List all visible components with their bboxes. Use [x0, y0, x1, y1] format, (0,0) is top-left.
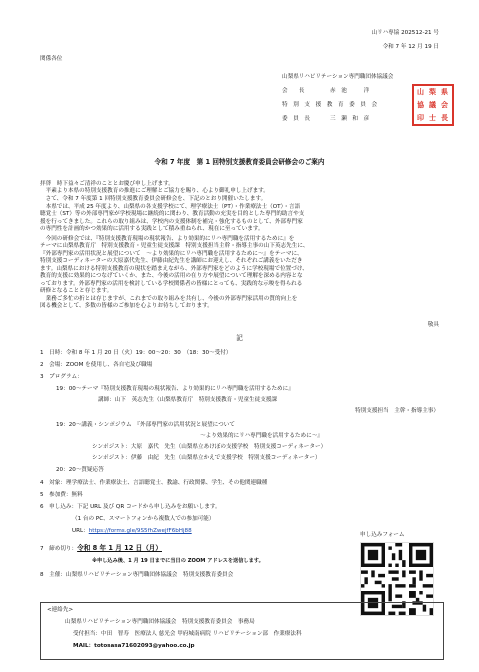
body-line: っております。外部専門家の活用を検討している学校関係者の皆様にとっても、実践的な示唆を得られる: [40, 280, 303, 287]
deadline-note: ※申し込み後、1 月 19 日までに当日の ZOOM アドレスを送信します。: [92, 558, 264, 564]
kaicho-title: 会 長: [282, 88, 305, 94]
body-paragraph-3: [40, 296, 448, 311]
qr-caption: 申し込みフォーム: [360, 532, 405, 538]
body-line: の専門性を計画的かつ効果的に活用する実践として積み重ねられ、現在に至っています。: [40, 226, 264, 233]
iincho-name: 三 瀬 和 彦: [330, 116, 370, 122]
body-line: ます。山梨県における特別支援教育の現状を踏まえながら、外部専門家をどのように学校現場で位置づけ、: [40, 265, 308, 272]
seal-char: 梨: [429, 88, 436, 96]
document-title: 令和 7 年度 第 1 回特別支援教育委員会研修会のご案内: [154, 158, 325, 166]
detail-deadline-row: [40, 544, 162, 553]
program-theme: 19：00～テーマ『特別支援教育現場の現状報告、より効果的にリハ専門職を活用するために』: [56, 386, 294, 392]
body-paragraph-2: [40, 236, 448, 296]
contact-person: 受付担当：中田 智寿 医療法人 慈光会 甲府城南病院 リハビリテーション部 作業療法科: [73, 631, 302, 637]
issue-date: 令和 7 年 12 月 19 日: [382, 44, 439, 50]
recipient: 関係各位: [40, 56, 63, 62]
seal-char: 議: [429, 101, 436, 109]
body-line: 今回の研修会では、『特別支援教育現場の現状報告、より効果的にリハ専門職を活用するために』を: [45, 236, 295, 242]
iincho-title: 委 員 長: [282, 116, 310, 122]
seal-char: 山: [417, 88, 424, 96]
contact-org: 山梨県リハビリテーション専門職団体協議会 特別支援教育委員会 事務局: [65, 619, 255, 625]
form-url-link[interactable]: https://forms.gle/9S5fhZwejfF6bHj88: [88, 528, 192, 534]
detail-apply: 6 申し込み：下記 URL 及び QR コードから申し込みをお願いします。: [40, 504, 221, 510]
seal-char: 長: [441, 114, 448, 122]
body-line: 業務ご多忙の折とは存じますが、これまでの取り組みを共有し、今後の外部専門家活用の質的向上を: [45, 296, 298, 302]
seal-char: 協: [417, 101, 424, 109]
body-line: 『外部専門家の活用状況と展望について ～より効果的にリハ専門職を活用するために～』をテーマに、: [40, 250, 303, 257]
greeting-line: さて、令和 7 年度第 1 回特別支援教育委員会研修会を、下記のとおり開催いたします。: [45, 195, 267, 202]
org-name: 山梨県リハビリテーション専門職団体協議会: [282, 74, 394, 80]
contact-mail-row: [73, 643, 195, 650]
closing-keigu: 敬具: [427, 322, 439, 328]
detail-target: 4 対象：理学療法士、作業療法士、言語聴覚士、教諭、行政関係、学生、その他関連職種: [40, 480, 268, 486]
doc-number: 山リハ専協 202512-21 号: [371, 30, 439, 36]
seal-char: 印: [417, 114, 424, 122]
body-line: 特別支援コーディネーターの大原嘉代先生、伊藤由紀先生を講師にお迎えし、それぞれご講義をいただき: [40, 258, 303, 265]
deadline-label: 7 締め切り：: [40, 546, 78, 552]
seal-char: 県: [441, 88, 448, 96]
program-qa: 20：20～質疑応答: [56, 467, 104, 473]
seal-char: 士: [429, 114, 436, 122]
contact-box: [40, 602, 444, 660]
body-line: 本県では、平成 25 年度より、山梨県の各支援学校にて、理学療法士（PT）・作業療法士（OT）・言語: [45, 204, 301, 210]
symposist-2: シンポジスト：伊藤 由紀 先生（山梨県立かえで支援学校 特別支援コーディネーター）: [92, 455, 321, 461]
contact-label: <連絡先>: [47, 607, 74, 613]
greeting-block: [40, 181, 448, 203]
body-line: 図る機会として、多数の皆様のご参加を心よりお待ちしております。: [40, 303, 213, 310]
url-label: URL：: [72, 528, 89, 534]
contact-mail-address[interactable]: totosasa71602093@yahoo.co.jp: [94, 643, 195, 649]
kaicho-name: 赤 池 洋: [330, 88, 370, 94]
body-line: テーマに山梨県教育庁 特別支援教育・児童生徒支援課 特別支援担当主幹・指導主事の山下英志先生に、: [40, 243, 309, 250]
body-line: 援を行ってきました。これらの取り組みは、学校内の支援体制を補完・強化するものとして、外部専門家: [40, 218, 303, 225]
program-lecture: 19：20～講義・シンポジウム 『外部専門家の活用状況と展望について: [56, 422, 235, 428]
detail-url-row: [72, 528, 192, 535]
ki-heading: 記: [236, 334, 243, 342]
greeting-line: 平素より本県の特別支援教育の推進にご理解とご協力を賜り、心より御礼申し上げます。: [45, 188, 269, 195]
program-speaker-role: 特別支援担当 主幹・指導主事）: [355, 408, 439, 414]
body-line: 聴覚士（ST）等の外部専門家が学校現場に継続的に関わり、教育活動の充実を目的とした専門的助言や支: [40, 211, 305, 218]
greeting-line: 拝啓 時下益々ご清祥のこととお慶び申し上げます。: [40, 181, 174, 187]
detail-datetime: 1 日時：令和 8 年 1 月 20 日（火）19：00～20：30 （18：30～受付）: [40, 350, 232, 356]
body-line: 教育的支援に効果的につなげていくか、また、今後の活用の在り方や展望について理解を深める内容とな: [40, 273, 303, 280]
symposist-1: シンポジスト：大原 嘉代 先生（山梨県立あけぼの支援学校 特別支援コーディネーター）: [92, 444, 327, 450]
program-lecture-sub: ～より効果的にリハ専門職を活用するために～』: [200, 433, 323, 439]
program-speaker: 講師：山下 英志先生（山梨県教育庁 特別支援教育・児童生徒支援課: [98, 397, 278, 403]
detail-venue: 2 会場：ZOOM を使用し、各自宅及び職場: [40, 362, 153, 368]
detail-apply-note: （1 台の PC、スマートフォンから複数人での参加可能）: [72, 516, 215, 522]
deadline-date: 令和 8 年 1 月 12 日（月）: [77, 544, 162, 552]
body-paragraph-1: [40, 204, 448, 234]
detail-program-label: 3 プログラム：: [40, 374, 83, 380]
mail-label: MAIL：: [73, 643, 95, 649]
seal-char: 会: [441, 101, 448, 109]
body-line: 研修となることと存じます。: [40, 288, 113, 295]
committee-name: 特 別 支 援 教 育 委 員 会: [282, 102, 378, 108]
official-seal-stamp: [412, 84, 454, 126]
detail-fee: 5 参加費：無料: [40, 492, 83, 498]
detail-organizer: 8 主催：山梨県リハビリテーション専門職団体協議会 特別支援教育委員会: [40, 572, 234, 578]
